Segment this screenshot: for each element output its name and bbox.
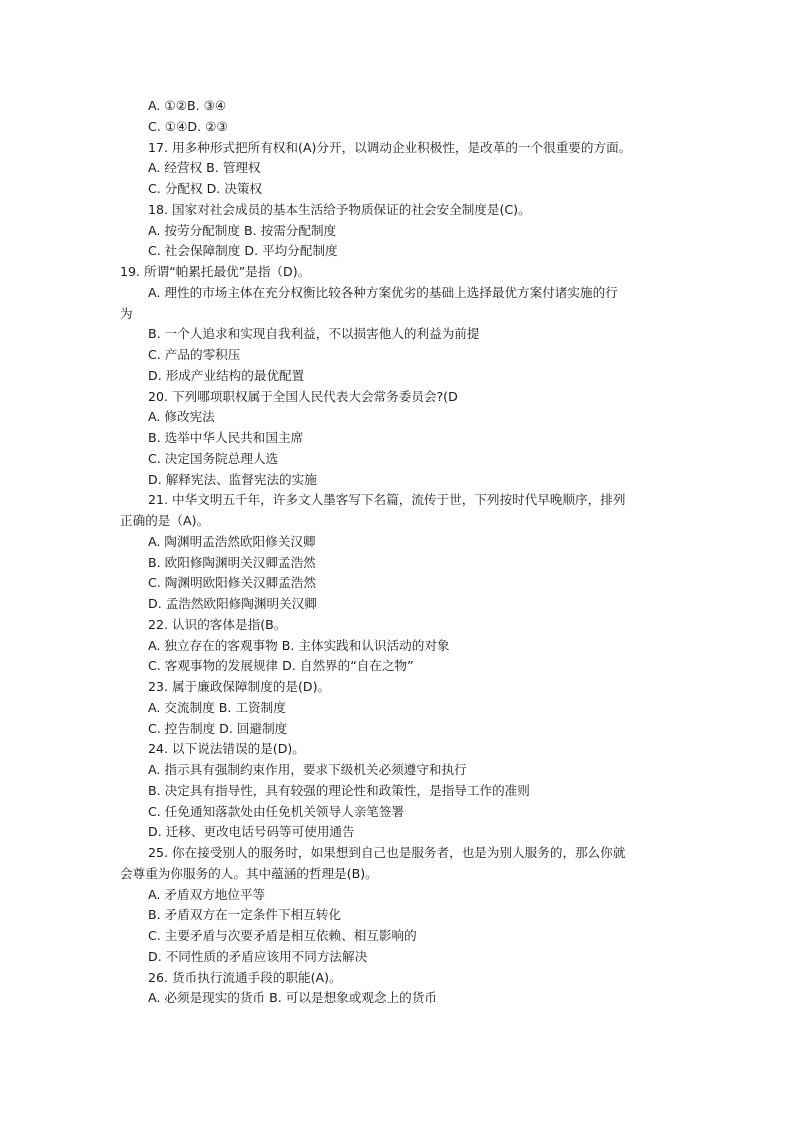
- option-line: D. 迁移、更改电话号码等可使用通告: [148, 824, 355, 840]
- option-line: D. 解释宪法、监督宪法的实施: [148, 471, 317, 487]
- option-line: A. 交流制度 B. 工资制度: [148, 699, 286, 715]
- option-line: A. 独立存在的客观事物 B. 主体实践和认识活动的对象: [148, 637, 450, 653]
- option-line: D. 形成产业结构的最优配置: [148, 367, 305, 383]
- question-22: 22. 认识的客体是指(B。: [148, 616, 287, 632]
- question-23: 23. 属于廉政保障制度的是(D)。: [148, 679, 331, 694]
- option-line: A. 陶渊明孟浩然欧阳修关汉卿: [148, 533, 316, 549]
- question-20: 20. 下列哪项职权属于全国人民代表大会常务委员会?(D: [148, 388, 458, 404]
- question-list: [0, 96, 794, 1009]
- question-25: 25. 你在接受别人的服务时，如果想到自己也是服务者，也是为别人服务的，那么你就: [148, 845, 626, 860]
- option-line: C. 任免通知落款处由任免机关领导人亲笔签署: [148, 803, 405, 819]
- question-24: 24. 以下说法错误的是(D)。: [148, 741, 305, 757]
- option-line: B. 欧阳修陶渊明关汉卿孟浩然: [148, 554, 316, 570]
- option-line: C. 控告制度 D. 回避制度: [148, 720, 288, 736]
- question-21-continued: 正确的是（A)。: [120, 513, 210, 528]
- option-line: A. 理性的市场主体在充分权衡比较各种方案优劣的基础上选择最优方案付诸实施的行: [148, 284, 618, 300]
- option-line: C. 社会保障制度 D. 平均分配制度: [148, 243, 338, 259]
- option-line: C. 主要矛盾与次要矛盾是相互依赖、相互影响的: [148, 928, 417, 943]
- option-line: A. 矛盾双方地位平等: [148, 886, 266, 902]
- option-line: C. ①④D. ②③: [148, 118, 228, 134]
- question-19: 19. 所谓“帕累托最优”是指（D)。: [120, 264, 311, 279]
- option-line: C. 决定国务院总理人选: [148, 450, 279, 466]
- question-25-continued: 会尊重为你服务的人。其中蕴涵的哲理是(B)。: [120, 865, 378, 881]
- option-line: D. 不同性质的矛盾应该用不同方法解决: [148, 948, 368, 964]
- option-line: A. 指示具有强制约束作用，要求下级机关必须遵守和执行: [148, 762, 467, 777]
- option-line: A. 经营权 B. 管理权: [148, 160, 261, 176]
- question-26: 26. 货币执行流通手段的职能(A)。: [148, 969, 342, 985]
- option-line: B. 矛盾双方在一定条件下相互转化: [148, 907, 341, 923]
- option-line-continued: 为: [120, 305, 133, 321]
- option-line: C. 分配权 D. 决策权: [148, 181, 263, 196]
- option-line: C. 陶渊明欧阳修关汉卿孟浩然: [148, 575, 316, 591]
- option-line: B. 选举中华人民共和国主席: [148, 430, 304, 445]
- option-line: A. 必须是现实的货币 B. 可以是想象或观念上的货币: [148, 990, 437, 1006]
- question-21: 21. 中华文明五千年，许多文人墨客写下名篇，流传于世，下列按时代早晚顺序，排列: [148, 492, 626, 508]
- option-line: A. ①②B. ③④: [148, 98, 227, 113]
- option-line: B. 决定具有指导性，具有较强的理论性和政策性，是指导工作的准则: [148, 782, 530, 798]
- question-17: 17. 用多种形式把所有权和(A)分开，以调动企业积极性，是改革的一个很重要的方面。: [148, 139, 632, 155]
- question-18: 18. 国家对社会成员的基本生活给予物质保证的社会安全制度是(C)。: [148, 201, 531, 217]
- option-line: A. 按劳分配制度 B. 按需分配制度: [148, 222, 337, 238]
- option-line: D. 孟浩然欧阳修陶渊明关汉卿: [148, 596, 317, 611]
- option-line: A. 修改宪法: [148, 409, 215, 425]
- option-line: B. 一个人追求和实现自我利益，不以损害他人的利益为前提: [148, 326, 480, 342]
- option-line: C. 产品的零积压: [148, 347, 241, 362]
- option-line: C. 客观事物的发展规律 D. 自然界的“自在之物”: [148, 658, 414, 674]
